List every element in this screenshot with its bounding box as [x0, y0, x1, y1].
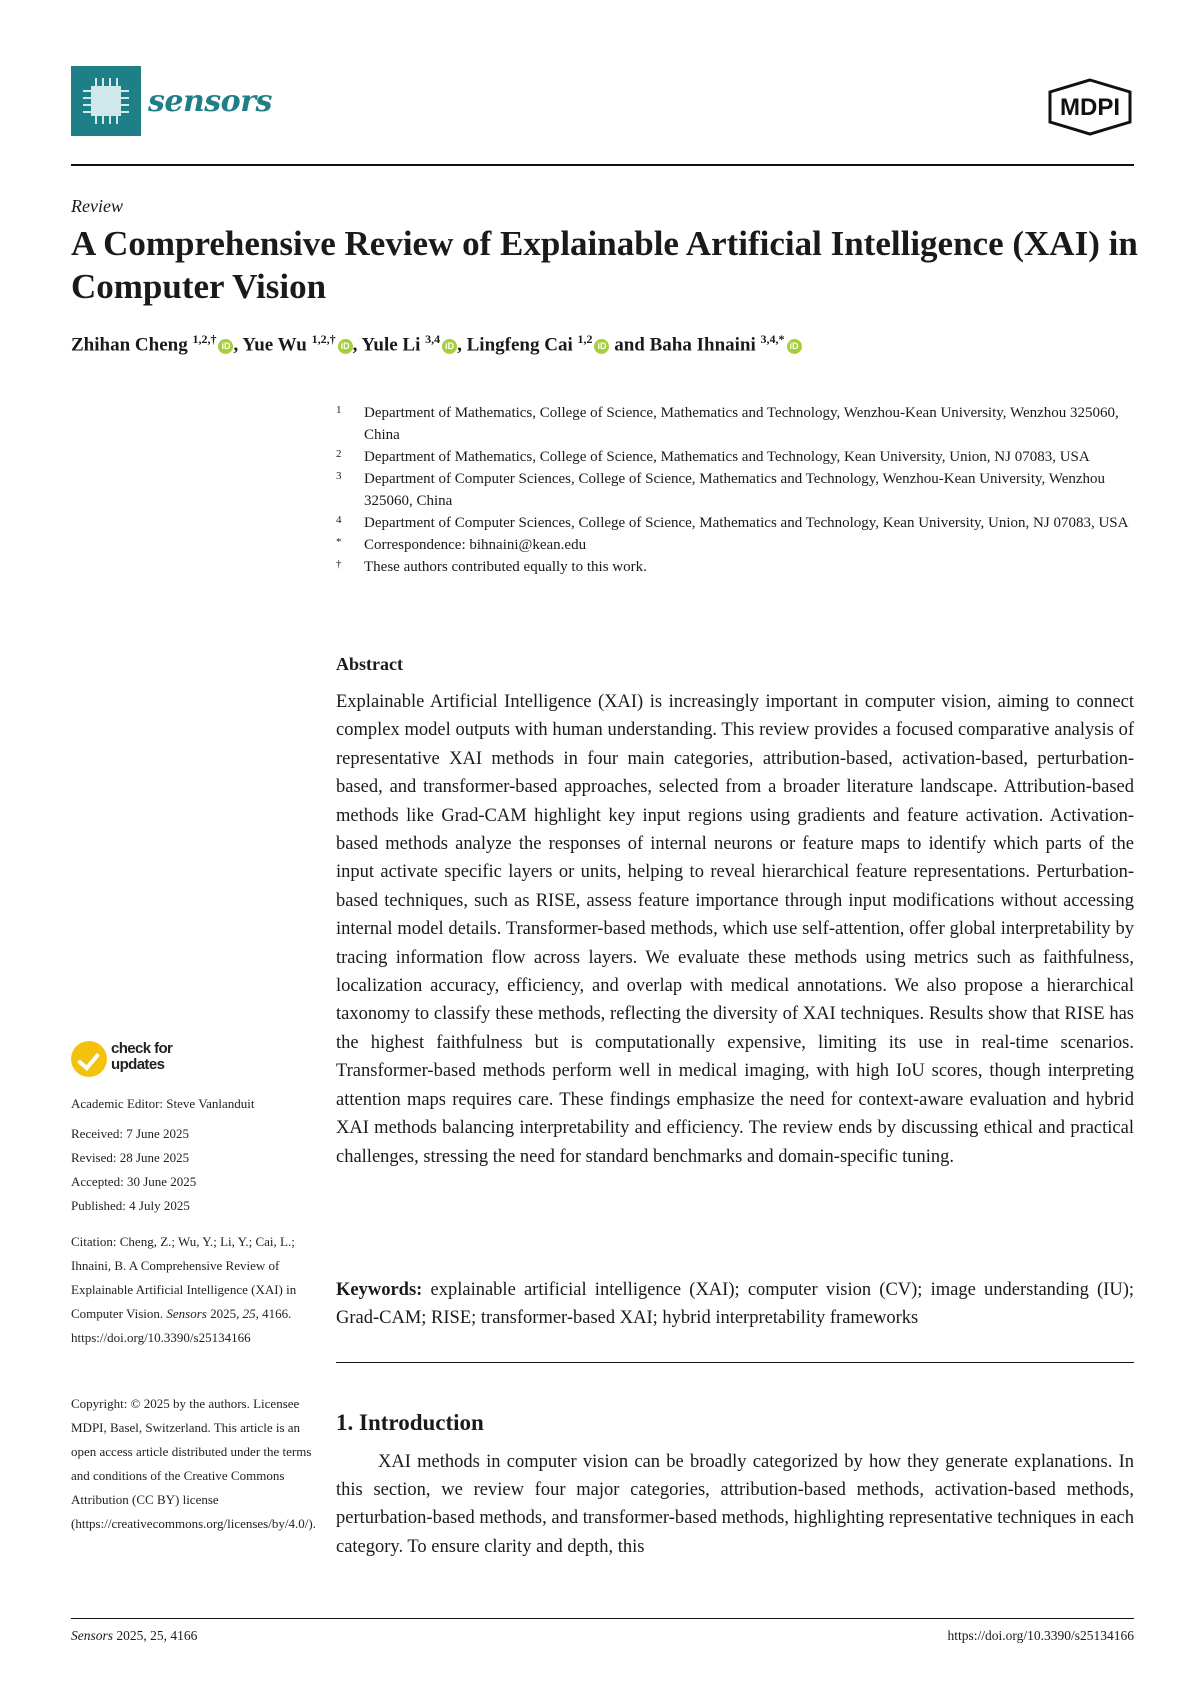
author-name: Baha Ihnaini	[649, 334, 756, 356]
abstract-text: Explainable Artificial Intelligence (XAI) is increasingly important in computer vision, aiming to connect complex model outputs with human understanding. This review provides a focused comparative analysis of representative XAI methods in four main categories, attribution-based, activation-based, perturbation-based, and transformer-based approaches, selected from a broader literature landscape. Attribution-based methods like Grad-CAM highlight key input regions using gradients and feature activation. Activation-based methods analyze the responses of internal neurons or feature maps to identify which parts of the input activate specific layers or units, helping to reveal hierarchical feature representations. Perturbation-based techniques, such as RISE, assess feature importance through input modifications without accessing internal model details. Transformer-based methods, which use self-attention, offer global interpretability by tracing information flow across layers. We evaluate these methods using metrics such as faithfulness, localization accuracy, efficiency, and overlap with medical annotations. We also propose a hierarchical taxonomy to classify these methods, reflecting the diversity of XAI techniques. Results show that RISE has the highest faithfulness but is computationally expensive, limiting its use in real-time scenarios. Transformer-based methods perform well in medical imaging, with high IoU scores, though interpreting attention maps requires care. These findings emphasize the need for context-aware evaluation and hybrid XAI methods balancing interpretability and efficiency. The review ends by discussing ethical and practical challenges, stressing the need for standard benchmarks and domain-specific tuning.	[336, 692, 1134, 1167]
keywords	[336, 1276, 1134, 1332]
author-affiliation-marks: 1,2	[577, 332, 593, 346]
check-icon	[71, 1041, 107, 1077]
author-affiliation-marks: 3,4	[425, 332, 441, 346]
abstract-heading: Abstract	[336, 654, 403, 674]
accepted-date: Accepted: 30 June 2025	[71, 1174, 197, 1189]
copyright-notice: Copyright: © 2025 by the authors. Licensee MDPI, Basel, Switzerland. This article is an open access article distributed under the terms and conditions of the Creative Commons Attribution (CC BY) license (https://creativecommons.org/licenses/by/4.0/).	[71, 1396, 316, 1531]
header-divider	[71, 164, 1134, 166]
chip-icon	[71, 66, 141, 136]
publisher-logo	[1046, 78, 1134, 136]
journal-logo	[71, 66, 141, 136]
citation-doi[interactable]: 4166. https://doi.org/10.3390/s25134166	[71, 1306, 292, 1345]
academic-editor: Academic Editor: Steve Vanlanduit	[71, 1096, 255, 1111]
affiliation-item: 4 Department of Computer Sciences, College of Science, Mathematics and Technology, Kean University, Union, NJ 07083, USA	[336, 514, 1129, 531]
keywords-text: explainable artificial intelligence (XAI); computer vision (CV); image understanding (IU); Grad-CAM; RISE; transformer-based XAI; hybrid interpretability frameworks	[336, 1280, 1134, 1328]
keywords-divider	[336, 1362, 1134, 1363]
revised-date: Revised: 28 June 2025	[71, 1150, 190, 1165]
author-name: Yule Li	[361, 334, 421, 356]
citation-journal: Sensors	[166, 1306, 207, 1321]
published-date: Published: 4 July 2025	[71, 1198, 190, 1213]
article-title: A Comprehensive Review of Explainable Artificial Intelligence (XAI) in Computer Vision	[71, 224, 1138, 306]
author-name: Yue Wu	[242, 334, 307, 356]
affiliation-item: 2 Department of Mathematics, College of Science, Mathematics and Technology, Kean University, Union, NJ 07083, USA	[336, 448, 1090, 465]
publisher-logo-text: MDPI	[1060, 94, 1120, 121]
citation: Citation: Cheng, Z.; Wu, Y.; Li, Y.; Cai, L.; Ihnaini, B. A Comprehensive Review of Explainable Artificial Intelligence (XAI) in Computer Vision. Sensors 2025, 25, 4166. https://doi.org/10.3390/s25134166	[71, 1234, 297, 1345]
citation-text: Cheng, Z.; Wu, Y.; Li, Y.; Cai, L.; Ihnaini, B. A Comprehensive Review of Explainable Artificial Intelligence (XAI) in Computer Vision.	[71, 1234, 297, 1321]
check-for-updates-button[interactable]: check for updates	[71, 1038, 211, 1078]
received-date: Received: 7 June 2025	[71, 1126, 190, 1141]
affiliation-item: 1 Department of Mathematics, College of Science, Mathematics and Technology, Wenzhou-Kean University, Wenzhou 325060, China	[336, 404, 1119, 443]
correspondence[interactable]: * Correspondence: bihnaini@kean.edu	[336, 536, 587, 553]
footer-citation: Sensors 2025, 25, 4166	[71, 1628, 198, 1643]
equal-contribution-note: † These authors contributed equally to this work.	[336, 558, 647, 575]
journal-name: sensors	[148, 84, 272, 119]
keywords-label: Keywords:	[336, 1280, 423, 1300]
author-affiliation-marks: 3,4,*	[760, 332, 785, 346]
orcid-icon[interactable]: iD	[218, 339, 233, 354]
article-type: Review	[71, 196, 123, 216]
introduction-text: XAI methods in computer vision can be broadly categorized by how they generate explanations. In this section, we review four major categories, attribution-based methods, activation-based methods, perturbation-based methods, and transformer-based methods, highlighting representative techniques in each category. To ensure clarity and depth, this	[336, 1452, 1134, 1557]
orcid-icon[interactable]: iD	[442, 339, 457, 354]
citation-label: Citation:	[71, 1234, 117, 1249]
orcid-icon[interactable]: iD	[787, 339, 802, 354]
section-heading: 1. Introduction	[336, 1410, 484, 1435]
affiliation-item: 3 Department of Computer Sciences, College of Science, Mathematics and Technology, Wenzhou-Kean University, Wenzhou 325060, China	[336, 470, 1106, 509]
author-name: Lingfeng Cai	[466, 334, 573, 356]
orcid-icon[interactable]: iD	[594, 339, 609, 354]
footer-divider	[71, 1618, 1134, 1619]
orcid-icon[interactable]: iD	[338, 339, 353, 354]
author-name: Zhihan Cheng	[71, 334, 188, 356]
footer-doi-link[interactable]: https://doi.org/10.3390/s25134166	[947, 1628, 1134, 1643]
author-list: Zhihan Cheng $^{1,2,\dagger}$iD , Yue Wu $^{1,2,\dagger}$iD , Yule Li $^{3,4}$iD , Lingfeng Cai $^{1,2}$iD and Baha Ihnaini $^{3,4,*}$iD	[71, 332, 802, 356]
affiliations	[336, 402, 1136, 578]
history-dates	[71, 1122, 316, 1218]
author-affiliation-marks: 1,2,†	[311, 332, 336, 346]
and-word: and	[614, 334, 645, 356]
author-affiliation-marks: 1,2,†	[192, 332, 217, 346]
